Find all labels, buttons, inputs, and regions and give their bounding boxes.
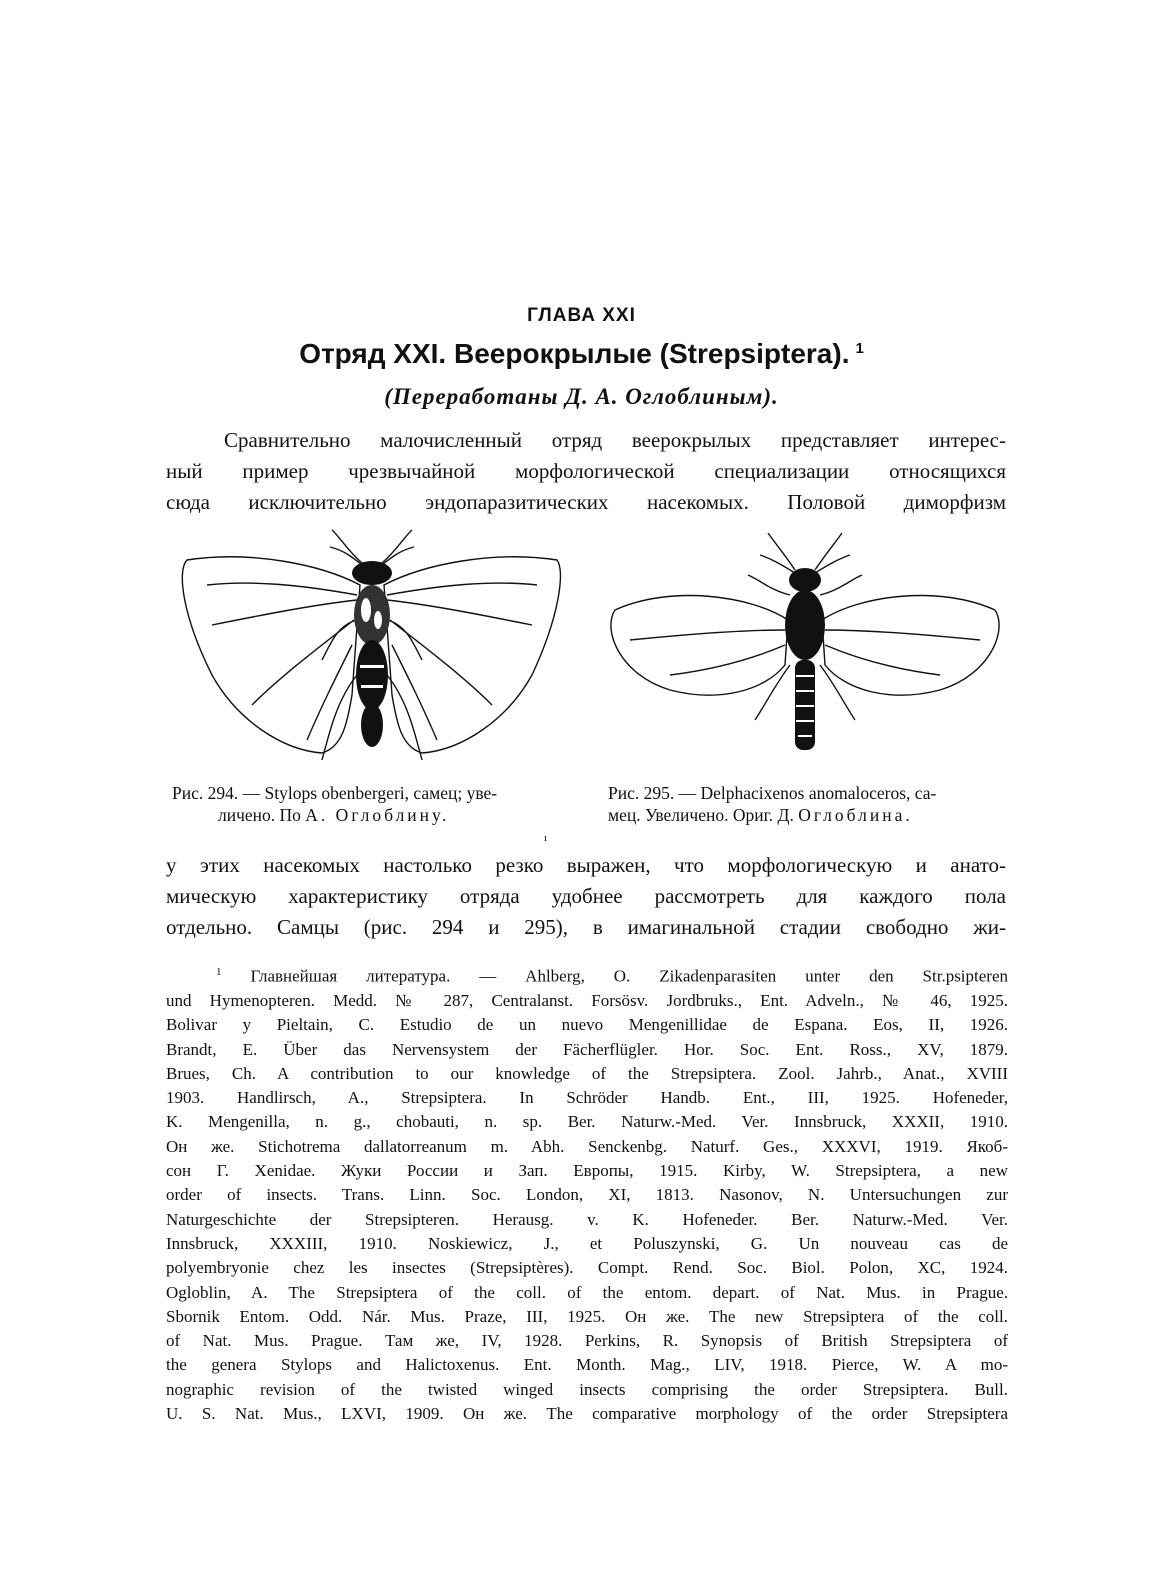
footnote xyxy=(166,960,1008,1426)
footnote-line: the genera Stylops and Halictoxenus. Ent. Month. Mag., LIV, 1918. Pierce, W. A mo- xyxy=(166,1355,1008,1375)
footnote-line: polyembryonie chez les insectes (Strepsiptères). Compt. Rend. Soc. Biol. Polon, XC, 1924. xyxy=(166,1258,1008,1278)
caption-author: А. Оглоблину. xyxy=(305,805,450,825)
caption-line: Рис. 294. — Stylops obenbergeri, самец; уве- xyxy=(172,783,498,803)
footnote-line: K. Mengenilla, n. g., chobauti, n. sp. Ber. Naturw.-Med. Ver. Innsbruck, XXXII, 1910. xyxy=(166,1112,1008,1132)
caption-line xyxy=(608,804,1008,826)
intro-paragraph xyxy=(166,425,1006,518)
footnote-line xyxy=(166,960,1008,989)
continuation-paragraph xyxy=(166,850,1006,943)
delphacixenos-male-illustration xyxy=(600,525,1010,780)
footnote-line: Bolivar y Pieltain, C. Estudio de un nuevo Mengenillidae de Espana. Eos, II, 1926. xyxy=(166,1015,1008,1035)
footnote-line: nographic revision of the twisted winged insects comprising the order Strepsiptera. Bull. xyxy=(166,1379,1008,1399)
caption-line: Рис. 295. — Delphacixenos anomaloceros, са- xyxy=(608,783,937,803)
footnote-line: Naturgeschichte der Strepsipteren. Herausg. v. K. Hofeneder. Ber. Naturw.-Med. Ver. xyxy=(166,1209,1008,1229)
stylops-male-illustration xyxy=(172,525,567,780)
footnote-line: Brues, Ch. A contribution to our knowledge of the Strepsiptera. Zool. Jahrb., Anat., XVIII xyxy=(166,1063,1008,1083)
footnote-line: und Hymenopteren. Medd. № 287, Centralanst. Forsösv. Jordbruks., Ent. Adveln., № 46, 1925. xyxy=(166,990,1008,1010)
title-footnote-mark: 1 xyxy=(855,339,864,357)
subtitle: (Переработаны Д. А. Оглоблиным). xyxy=(384,384,779,409)
caption-text: личено. По xyxy=(218,805,306,825)
title-text: Отряд XXI. Веерокрылые (Strepsiptera). xyxy=(299,338,850,369)
footnote-mark: 1 xyxy=(216,966,222,978)
text-line: мическую характеристику отряда удобнее рассмотреть для каждого пола xyxy=(166,884,1006,908)
text-line: сюда исключительно эндопаразитических насекомых. Половой диморфизм xyxy=(166,490,1006,514)
footnote-line: Он же. Stichotrema dallatorreanum m. Abh. Senckenbg. Naturf. Ges., XXXVI, 1919. Якоб- xyxy=(166,1136,1008,1156)
footnote-line: Innsbruck, XXXIII, 1910. Noskiewicz, J., et Poluszynski, G. Un nouveau cas de xyxy=(166,1233,1008,1253)
footnote-line: Brandt, E. Über das Nervensystem der Fächerflügler. Hor. Soc. Ent. Ross., XV, 1879. xyxy=(166,1039,1008,1059)
footnote-text: Главнейшая литература. — Ahlberg, O. Zikadenparasiten unter den Str.psipteren xyxy=(250,966,1008,986)
text-line: отдельно. Самцы (рис. 294 и 295), в имагинальной стадии свободно жи- xyxy=(166,915,1006,939)
footnote-line: order of insects. Trans. Linn. Soc. London, XI, 1813. Nasonov, N. Untersuchungen zur xyxy=(166,1185,1008,1205)
footnote-line: Sbornik Entom. Odd. Nár. Mus. Praze, III, 1925. Он же. The new Strepsiptera of the coll. xyxy=(166,1306,1008,1326)
figure-295-caption xyxy=(608,782,1008,826)
footnote-line: of Nat. Mus. Prague. Там же, IV, 1928. Perkins, R. Synopsis of British Strepsiptera of xyxy=(166,1331,1008,1351)
chapter-heading: ГЛАВА XXI xyxy=(527,305,636,326)
page-title xyxy=(0,338,1163,370)
caption-text: мец. Увеличено. Ориг. Д. xyxy=(608,805,799,825)
text-line: Сравнительно малочисленный отряд веерокрылых представляет интерес- xyxy=(224,428,1006,452)
figure-294-caption xyxy=(172,782,570,826)
caption-line xyxy=(172,804,570,826)
text-line: ный пример чрезвычайной морфологической специализации относящихся xyxy=(166,459,1006,483)
footnote-line: Ogloblin, A. The Strepsiptera of the coll. of the entom. depart. of Nat. Mus. in Prague. xyxy=(166,1282,1008,1302)
stray-mark: ı xyxy=(544,832,548,844)
footnote-line: сон Г. Xenidae. Жуки России и Зап. Европы, 1915. Kirby, W. Strepsiptera, a new xyxy=(166,1161,1008,1181)
footnote-line: 1903. Handlirsch, A., Strepsiptera. In Schröder Handb. Ent., III, 1925. Hofeneder, xyxy=(166,1088,1008,1108)
caption-author: Оглоблина. xyxy=(798,805,913,825)
text-line: у этих насекомых настолько резко выражен, что морфологическую и анато- xyxy=(166,853,1006,877)
footnote-line: U. S. Nat. Mus., LXVI, 1909. Он же. The comparative morphology of the order Strepsiptera xyxy=(166,1404,1008,1423)
